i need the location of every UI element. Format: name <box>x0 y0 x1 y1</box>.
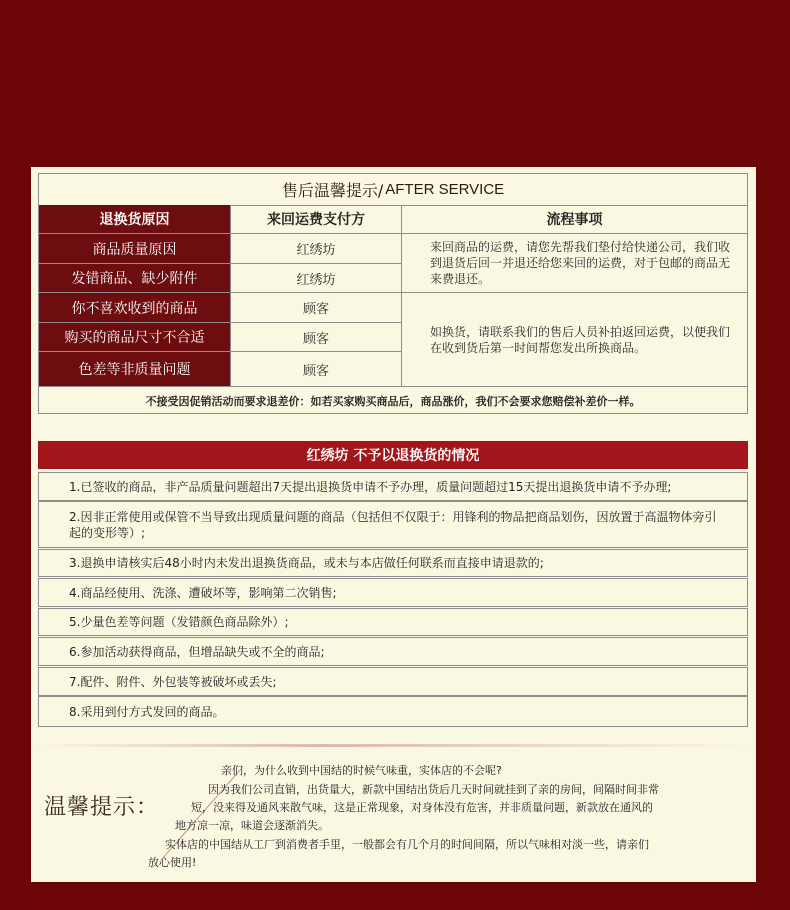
list-item: 2.因非正常使用或保管不当导致出现质量问题的商品（包括但不仅限于：用锋利的物品把商品划伤，因放置于高温物体旁引起的变形等）; <box>38 501 748 548</box>
reason-cell: 购买的商品尺寸不合适 <box>39 323 231 352</box>
payer-cell: 红绣坊 <box>231 264 402 293</box>
list-item: 7.配件、附件、外包装等被破坏或丢失; <box>38 667 748 696</box>
price-difference-note: 不接受因促销活动而要求退差价：如若买家购买商品后，商品涨价，我们不会要求您赔偿补差价一样。 <box>145 394 641 408</box>
payer-cell: 顾客 <box>231 352 402 387</box>
after-service-table <box>38 173 748 414</box>
tips-line: 短，没来得及通风来散气味，这是正常现象，对身体没有危害，并非质量问题，新款放在通风的 <box>191 801 653 814</box>
reason-cell: 商品质量原因 <box>39 234 231 264</box>
list-item: 8.采用到付方式发回的商品。 <box>38 696 748 727</box>
process-shipping-note: 来回商品的运费，请您先帮我们垫付给快递公司，我们收到退货后回一并退还给您来回的运费，对于包邮的商品无来费退还。 <box>402 234 747 293</box>
list-item: 1.已签收的商品，非产品质量问题超出7天提出退换货申请不予办理，质量问题超过15天提出退换货申请不予办理; <box>38 472 748 501</box>
payer-cell: 顾客 <box>231 323 402 352</box>
header-process: 流程事项 <box>402 205 747 234</box>
header-shipping: 来回运费支付方 <box>231 205 402 234</box>
header-reason: 退换货原因 <box>39 205 231 234</box>
tips-line: 实体店的中国结从工厂到消费者手里，一般都会有几个月的时间间隔，所以气味相对淡一些，请亲们 <box>165 838 649 851</box>
reason-cell: 你不喜欢收到的商品 <box>39 293 231 323</box>
payer-cell: 顾客 <box>231 293 402 323</box>
reason-cell: 色差等非质量问题 <box>39 352 231 387</box>
list-item: 6.参加活动获得商品，但增品缺失或不全的商品; <box>38 637 748 666</box>
title-cn: 售后温馨提示/ <box>281 181 384 200</box>
after-service-title <box>39 174 747 206</box>
reason-cell: 发错商品、缺少附件 <box>39 264 231 293</box>
tips-line: 放心使用! <box>148 856 197 869</box>
tips-label: 温馨提示： <box>44 795 160 820</box>
after-service-panel <box>31 167 756 882</box>
no-return-title: 红绣坊 不予以退换货的情况 <box>38 441 748 469</box>
list-item: 4.商品经使用、洗涤、遭破坏等，影响第二次销售; <box>38 578 748 607</box>
tips-line: 因为我们公司直销，出货量大，新款中国结出货后几天时间就挂到了亲的房间，间隔时间非常 <box>208 783 659 796</box>
list-item: 3.退换申请核实后48小时内未发出退换货商品，或未与本店做任何联系而直接申请退款的; <box>38 549 748 577</box>
tips-line: 地方凉一凉，味道会逐渐消失。 <box>175 819 329 832</box>
list-item: 5.少量色差等问题（发错颜色商品除外）; <box>38 608 748 636</box>
title-en: AFTER SERVICE <box>385 181 505 198</box>
warm-tips <box>31 747 756 882</box>
payer-cell: 红绣坊 <box>231 234 402 264</box>
tips-question: 亲们，为什么收到中国结的时候气味重，实体店的不会呢? <box>221 764 502 777</box>
process-exchange-note: 如换货，请联系我们的售后人员补拍返回运费，以便我们在收到货后第一时间帮您发出所换商品。 <box>402 293 747 387</box>
